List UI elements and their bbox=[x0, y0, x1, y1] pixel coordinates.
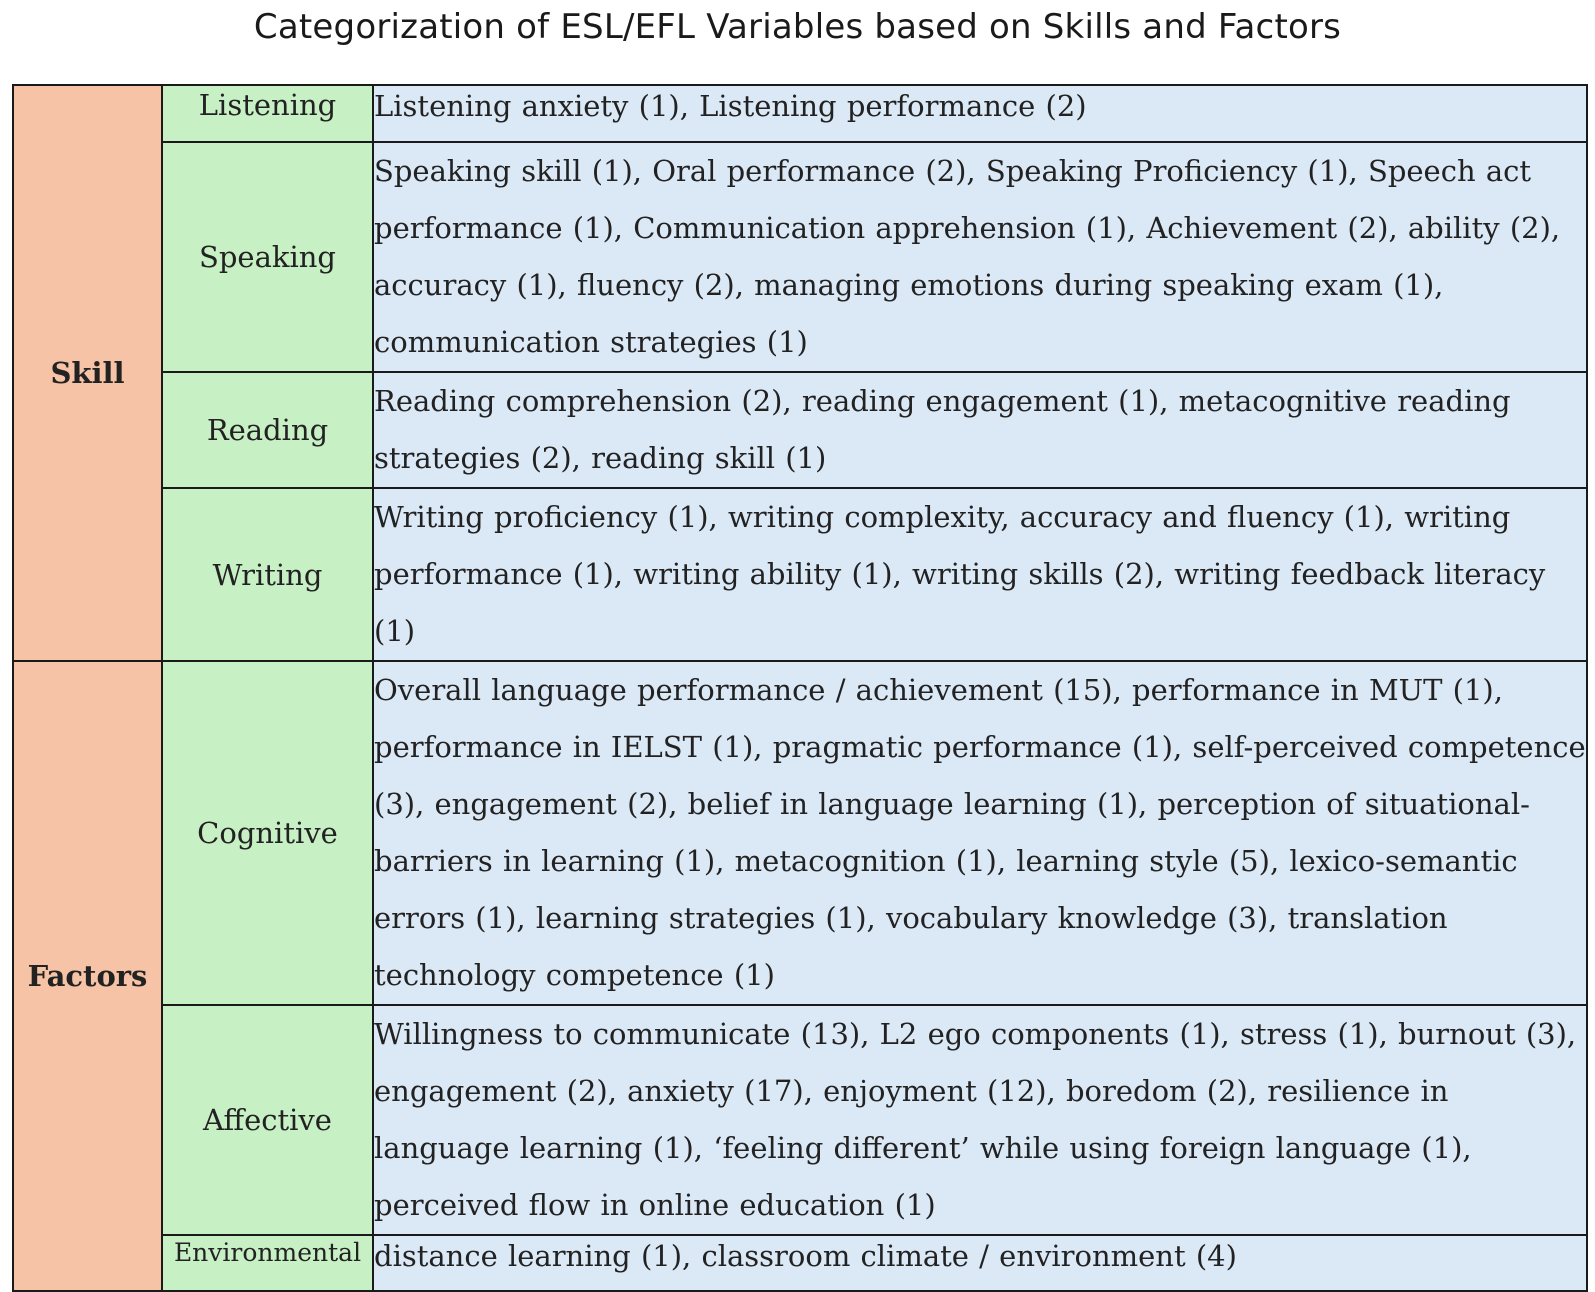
variables-cell-affective: Willingness to communicate (13), L2 ego components (1), stress (1), burnout (3), engagement (2), anxiety (17), enjoyment (12), boredom (2), resilience in language learning (1), ‘feeling different’ while using foreign language (1), perceived flow in online education (1) bbox=[373, 1005, 1587, 1235]
table-row bbox=[13, 661, 1587, 1005]
table-row bbox=[13, 142, 1587, 372]
category-cell-cognitive: Cognitive bbox=[162, 661, 373, 1005]
table-row bbox=[13, 488, 1587, 661]
group-cell-skill: Skill bbox=[13, 85, 162, 661]
category-cell-speaking: Speaking bbox=[162, 142, 373, 372]
figure-title: Categorization of ESL/EFL Variables based on Skills and Factors bbox=[253, 7, 1342, 47]
variables-cell-environmental: distance learning (1), classroom climate / environment (4) bbox=[373, 1235, 1587, 1291]
category-cell-affective: Affective bbox=[162, 1005, 373, 1235]
table-row bbox=[13, 1235, 1587, 1291]
group-cell-factors: Factors bbox=[13, 661, 162, 1291]
variables-cell-writing: Writing proficiency (1), writing complexity, accuracy and fluency (1), writing performance (1), writing ability (1), writing skills (2), writing feedback literacy (1) bbox=[373, 488, 1587, 661]
table-row bbox=[13, 1005, 1587, 1235]
variables-cell-listening: Listening anxiety (1), Listening performance (2) bbox=[373, 85, 1587, 142]
category-cell-environmental: Environmental bbox=[162, 1235, 373, 1291]
variables-cell-speaking: Speaking skill (1), Oral performance (2), Speaking Proficiency (1), Speech act performance (1), Communication apprehension (1), Achievement (2), ability (2), accuracy (1), fluency (2), managing emotions during speaking exam (1), communication strategies (1) bbox=[373, 142, 1587, 372]
category-cell-writing: Writing bbox=[162, 488, 373, 661]
table-row bbox=[13, 85, 1587, 142]
category-cell-listening: Listening bbox=[162, 85, 373, 142]
categorization-table bbox=[12, 84, 1588, 1292]
variables-cell-cognitive: Overall language performance / achievement (15), performance in MUT (1), performance in IELST (1), pragmatic performance (1), self-perceived competence (3), engagement (2), belief in language learning (1), perception of situational- barriers in learning (1), metacognition (1), learning style (5), lexico-semantic errors (1), learning strategies (1), vocabulary knowledge (3), translation technology competence (1) bbox=[373, 661, 1587, 1005]
table-row bbox=[13, 372, 1587, 488]
variables-cell-reading: Reading comprehension (2), reading engagement (1), metacognitive reading strategies (2), reading skill (1) bbox=[373, 372, 1587, 488]
category-cell-reading: Reading bbox=[162, 372, 373, 488]
